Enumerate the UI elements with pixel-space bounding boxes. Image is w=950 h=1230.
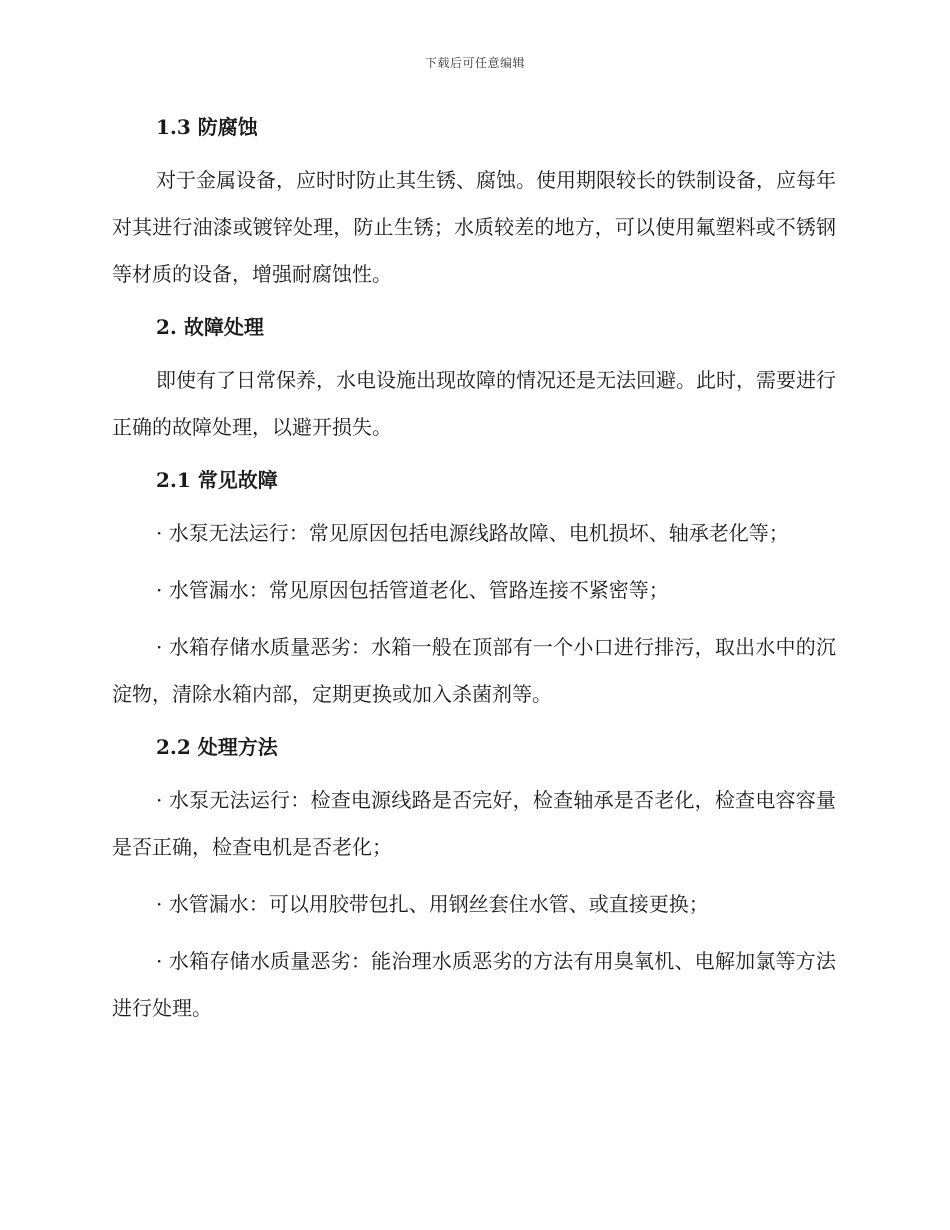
section-heading-1-3: 1.3 防腐蚀 xyxy=(156,115,258,139)
list-item-pipe-leak-fix: · 水管漏水：可以用胶带包扎、用钢丝套住水管、或直接更换； xyxy=(156,892,709,916)
section-heading-2: 2. 故障处理 xyxy=(156,315,264,339)
section-heading-2-1: 2.1 常见故障 xyxy=(156,468,278,492)
document-body xyxy=(112,108,836,1032)
page-header: 下载后可任意编辑 xyxy=(424,56,525,70)
section-heading-2-2: 2.2 处理方法 xyxy=(156,735,278,759)
paragraph-anticorrosion: 对于金属设备，应时时防止其生锈、腐蚀。使用期限较长的铁制设备，应每年对其进行油漆或镀锌处理，防止生锈；水质较差的地方，可以使用氟塑料或不锈钢等材质的设备，增强耐腐蚀性。 xyxy=(112,168,836,286)
list-item-pipe-leak-fault: · 水管漏水：常见原因包括管道老化、管路连接不紧密等； xyxy=(156,578,669,602)
list-item-pump-fault: · 水泵无法运行：常见原因包括电源线路故障、电机损坏、轴承老化等； xyxy=(156,521,789,545)
list-item-tank-water-fault: · 水箱存储水质量恶劣：水箱一般在顶部有一个小口进行排污，取出水中的沉淀物，清除水箱内部，定期更换或加入杀菌剂等。 xyxy=(112,635,836,706)
paragraph-fault-handling-intro: 即使有了日常保养，水电设施出现故障的情况还是无法回避。此时，需要进行正确的故障处理，以避开损失。 xyxy=(112,368,836,439)
list-item-pump-fix: · 水泵无法运行：检查电源线路是否完好，检查轴承是否老化，检查电容容量是否正确，检查电机是否老化； xyxy=(112,788,836,859)
list-item-tank-water-fix: · 水箱存储水质量恶劣：能治理水质恶劣的方法有用臭氧机、电解加氯等方法进行处理。 xyxy=(112,949,836,1020)
